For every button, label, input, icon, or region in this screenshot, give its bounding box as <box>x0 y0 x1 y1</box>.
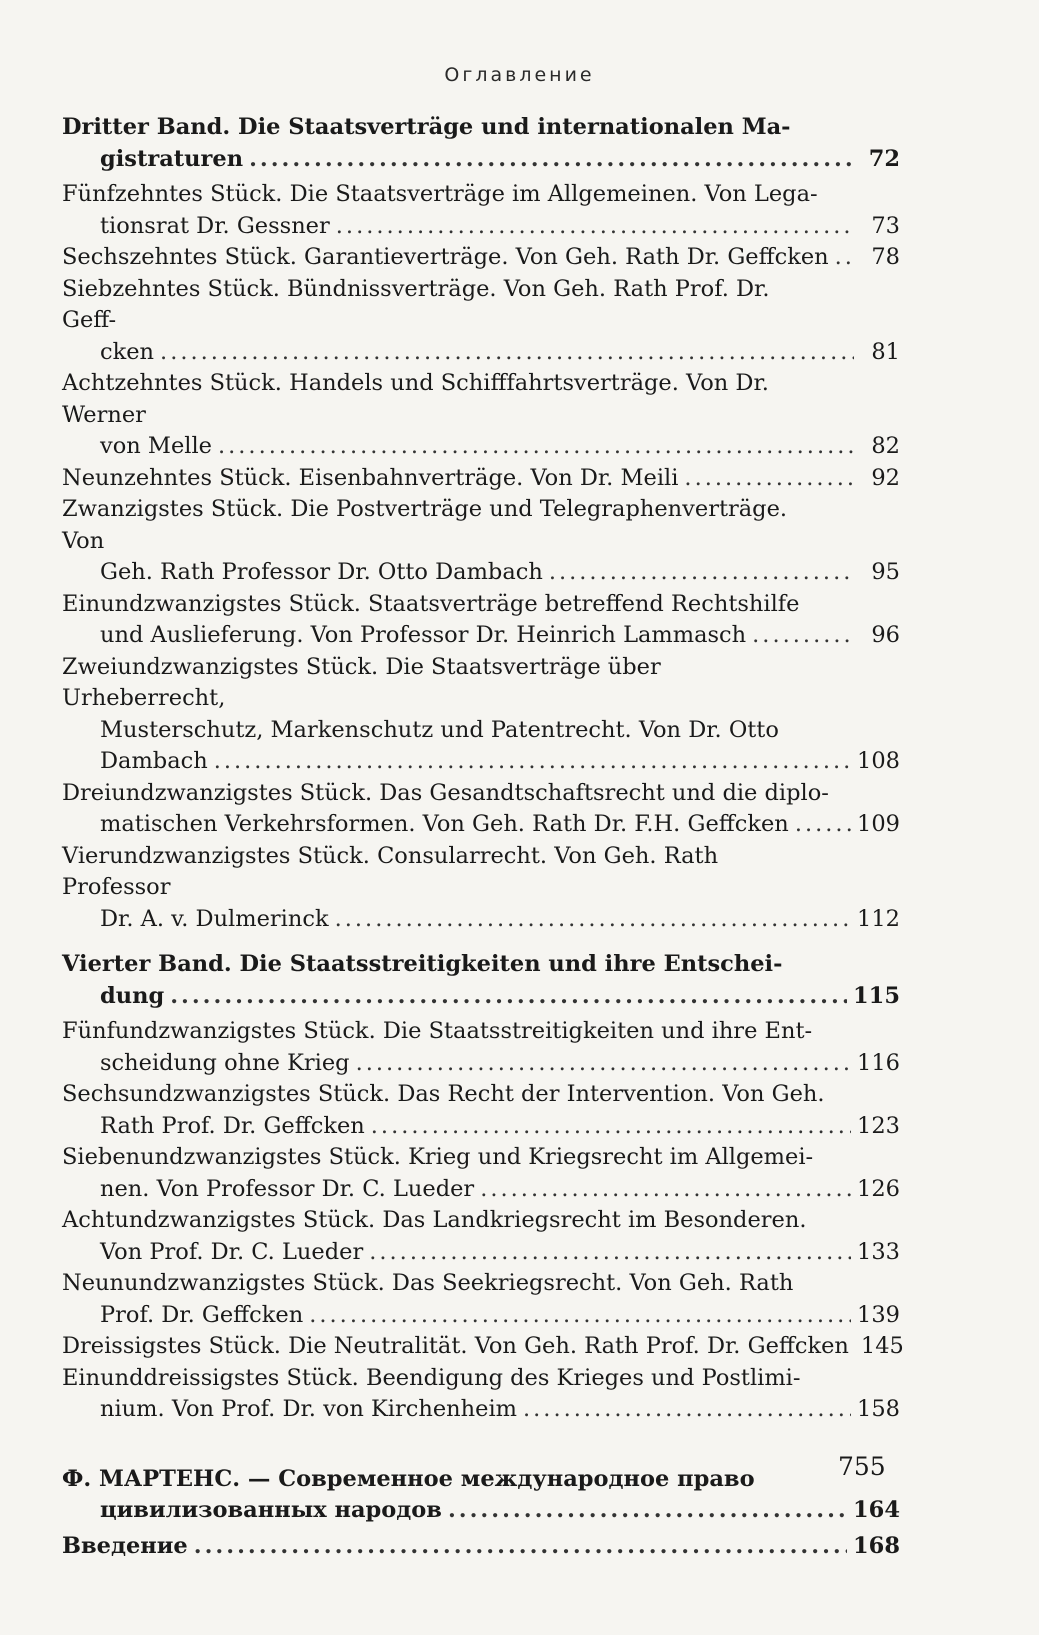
toc-entry-part <box>62 1464 900 1527</box>
page-number: 112 <box>857 905 900 932</box>
toc-entry <box>62 179 900 242</box>
leader-dots <box>795 809 851 841</box>
leader-dots <box>214 746 851 778</box>
toc-entry-title-line: Von Prof. Dr. C. Lueder <box>100 1238 364 1265</box>
toc-entry-title-line: Dr. A. v. Dulmerinck <box>100 905 329 932</box>
leader-dots <box>309 1300 851 1332</box>
toc-entry-title-line: cken <box>100 338 155 365</box>
leader-dots <box>369 1237 851 1269</box>
toc-entry <box>62 494 900 589</box>
leader-dots <box>752 620 854 652</box>
leader-dots <box>356 1048 851 1080</box>
toc-entry-title-line: Rath Prof. Dr. Geffcken <box>100 1112 365 1139</box>
page-number: 139 <box>857 1301 900 1328</box>
toc-entry-title-line: Dritter Band. Die Staatsverträge und internationalen Ma- <box>62 114 791 140</box>
toc-entry <box>62 778 900 841</box>
leader-dots <box>448 1495 847 1527</box>
toc-entry-title-line: Введение <box>62 1532 188 1559</box>
table-of-contents <box>62 112 904 1562</box>
toc-entry <box>62 652 900 778</box>
leader-dots <box>170 981 847 1013</box>
toc-entry <box>62 1205 900 1268</box>
toc-entry <box>62 589 900 652</box>
page-number: 96 <box>871 622 900 648</box>
page-number: 116 <box>857 1049 900 1076</box>
toc-entry-title-line: Zwanzigstes Stück. Die Postverträge und Telegraphenverträge. Von <box>62 496 788 554</box>
page-number: 126 <box>857 1175 900 1202</box>
page-number: 164 <box>853 1497 900 1523</box>
toc-entry-title-line: von Melle <box>100 433 212 459</box>
toc-entry <box>62 1079 900 1142</box>
toc-entry-title-line: Achtzehntes Stück. Handels und Schifffahrtsverträge. Von Dr. Werner <box>62 370 769 428</box>
leader-dots <box>371 1111 851 1143</box>
page-number: 145 <box>860 1333 904 1359</box>
toc-entry-part <box>62 112 900 175</box>
toc-entry-title-line: dung <box>100 982 165 1009</box>
page-number: 115 <box>853 982 900 1009</box>
leader-dots <box>160 337 854 369</box>
page-number: 92 <box>871 464 900 491</box>
page-folio: 755 <box>838 1452 886 1481</box>
page-number: 95 <box>871 559 900 585</box>
toc-entry-title-line: nium. Von Prof. Dr. von Kirchenheim <box>100 1396 517 1422</box>
toc-entry-title-line: Fünfzehntes Stück. Die Staatsverträge im Allgemeinen. Von Lega- <box>62 181 818 207</box>
toc-entry-title-line: Einunddreissigstes Stück. Beendigung des Krieges und Postlimi- <box>62 1364 801 1391</box>
toc-entry-title-line: Neunzehntes Stück. Eisenbahnverträge. Von Dr. Meili <box>62 464 679 491</box>
toc-entry <box>62 1331 904 1363</box>
toc-entry-title-line: Siebzehntes Stück. Bündnissverträge. Von Geh. Rath Prof. Dr. Geff- <box>62 275 770 333</box>
toc-entry-title-line: gistraturen <box>100 145 244 172</box>
toc-entry-title-line: Fünfundzwanzigstes Stück. Die Staatsstreitigkeiten und ihre Ent- <box>62 1018 813 1044</box>
leader-dots <box>835 242 854 274</box>
toc-entry-title-line: Dreissigstes Stück. Die Neutralität. Von Geh. Rath Prof. Dr. Geffcken <box>62 1333 849 1359</box>
toc-entry-title-line: scheidung ohne Krieg <box>100 1049 350 1076</box>
leader-dots <box>523 1394 851 1426</box>
toc-entry <box>62 1142 900 1205</box>
toc-entry-title-line: Vierter Band. Die Staatsstreitigkeiten und ihre Entschei- <box>62 951 783 977</box>
toc-entry <box>62 1268 900 1331</box>
toc-entry-title-line: Neunundzwanzigstes Stück. Das Seekriegsrecht. Von Geh. Rath <box>62 1270 794 1296</box>
page-number: 123 <box>857 1112 900 1139</box>
page-number: 158 <box>857 1396 900 1422</box>
toc-entry-title-line: Geh. Rath Professor Dr. Otto Dambach <box>100 559 543 585</box>
page-number: 78 <box>871 244 900 270</box>
toc-entry-title-line: цивилизованных народов <box>100 1497 442 1523</box>
toc-entry-title-line: Dambach <box>100 748 208 774</box>
page-number: 72 <box>868 145 900 172</box>
leader-dots <box>684 463 854 495</box>
page-number: 108 <box>857 748 900 774</box>
toc-entry <box>62 368 900 463</box>
leader-dots <box>480 1174 851 1206</box>
toc-entry-title-line: Vierundzwanzigstes Stück. Consularrecht. Von Geh. Rath Professor <box>62 842 719 900</box>
leader-dots <box>218 431 854 463</box>
leader-dots <box>335 904 851 936</box>
page-number: 82 <box>871 433 900 459</box>
toc-entry-title-line: Siebenundzwanzigstes Stück. Krieg und Kriegsrecht im Allgemei- <box>62 1144 814 1170</box>
toc-entry <box>62 463 900 495</box>
toc-entry-part <box>62 1531 900 1563</box>
toc-entry <box>62 1363 900 1426</box>
page-number: 133 <box>857 1238 900 1265</box>
toc-entry-title-line: Sechsundzwanzigstes Stück. Das Recht der Intervention. Von Geh. <box>62 1081 825 1107</box>
page-number: 73 <box>871 212 900 239</box>
toc-entry-title-line: Zweiundzwanzigstes Stück. Die Staatsverträge über Urheberrecht, <box>62 653 661 711</box>
toc-entry-title-line: Dreiundzwanzigstes Stück. Das Gesandtschaftsrecht und die diplo- <box>62 779 829 806</box>
toc-entry-title-line: Musterschutz, Markenschutz und Patentrecht. Von Dr. Otto <box>100 716 779 743</box>
page-number: 81 <box>871 338 900 365</box>
leader-dots <box>249 144 854 176</box>
toc-entry-title-line: Sechszehntes Stück. Garantieverträge. Von Geh. Rath Dr. Geffcken <box>62 244 829 270</box>
toc-entry-part <box>62 949 900 1012</box>
toc-entry-title-line: matischen Verkehrsformen. Von Geh. Rath Dr. F.H. Geffcken <box>100 811 789 837</box>
toc-entry-title-line: Einundzwanzigstes Stück. Staatsverträge betreffend Rechtshilfe <box>62 590 800 617</box>
toc-entry <box>62 242 900 274</box>
leader-dots <box>194 1531 847 1563</box>
running-head: Оглавление <box>444 64 595 86</box>
page-number: 168 <box>853 1532 900 1559</box>
toc-entry <box>62 274 900 369</box>
leader-dots <box>336 211 854 243</box>
leader-dots <box>549 557 854 589</box>
toc-entry-title-line: nen. Von Professor Dr. C. Lueder <box>100 1175 475 1202</box>
toc-entry-title-line: Achtundzwanzigstes Stück. Das Landkriegsrecht im Besonderen. <box>62 1207 807 1233</box>
toc-entry-title-line: Prof. Dr. Geffcken <box>100 1301 304 1328</box>
toc-entry-title-line: und Auslieferung. Von Professor Dr. Heinrich Lammasch <box>100 622 747 648</box>
page-number: 109 <box>857 811 900 837</box>
toc-entry-title-line: Ф. МАРТЕНС. — Современное международное право <box>62 1465 755 1492</box>
toc-entry <box>62 841 900 936</box>
toc-entry-title-line: tionsrat Dr. Gessner <box>100 212 330 239</box>
toc-entry <box>62 1016 900 1079</box>
